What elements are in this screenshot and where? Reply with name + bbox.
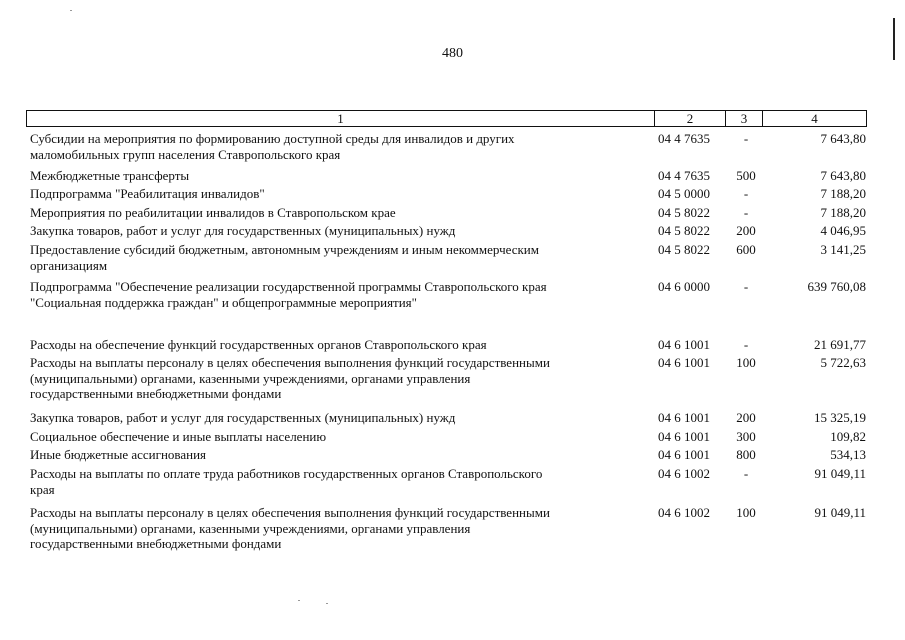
row-expense-type: -	[743, 337, 749, 352]
row-code: 04 6 1001	[658, 355, 710, 370]
row-amount: 7 643,80	[820, 131, 866, 146]
row-amount: 7 643,80	[820, 168, 866, 183]
row-code: 04 4 7635	[658, 131, 710, 146]
table-header	[26, 110, 867, 127]
row-amount: 639 760,08	[807, 279, 866, 294]
row-name: Закупка товаров, работ и услуг для государственных (муниципальных) нужд	[30, 223, 456, 238]
scan-speck	[70, 10, 72, 11]
row-expense-type: -	[743, 131, 749, 146]
scan-edge-mark	[893, 18, 895, 60]
row-code: 04 6 0000	[658, 279, 710, 294]
row-code: 04 5 8022	[658, 205, 710, 220]
row-name: Мероприятия по реабилитации инвалидов в Ставропольском крае	[30, 205, 396, 220]
page-number: 480	[442, 46, 463, 61]
row-expense-type: 100	[736, 505, 756, 520]
row-name: Закупка товаров, работ и услуг для государственных (муниципальных) нужд	[30, 410, 456, 425]
row-name: Подпрограмма "Обеспечение реализации государственной программы Ставропольского края "Социальная поддержка граждан" и общепрограммные мероприятия"	[30, 279, 547, 310]
row-name: Расходы на обеспечение функций государственных органов Ставропольского края	[30, 337, 487, 352]
row-name: Межбюджетные трансферты	[30, 168, 190, 183]
row-amount: 109,82	[830, 429, 866, 444]
row-expense-type: 200	[736, 410, 756, 425]
row-code: 04 6 1001	[658, 337, 710, 352]
row-code: 04 6 1001	[658, 410, 710, 425]
scan-speck	[326, 603, 328, 604]
row-amount: 534,13	[830, 447, 866, 462]
row-name: Расходы на выплаты по оплате труда работников государственных органов Ставропольского края	[30, 466, 543, 497]
header-col-2: 2	[654, 111, 725, 126]
row-name: Социальное обеспечение и иные выплаты населению	[30, 429, 327, 444]
row-expense-type: -	[743, 279, 749, 294]
row-expense-type: 800	[736, 447, 756, 462]
scan-speck	[298, 600, 300, 601]
row-name: Субсидии на мероприятия по формированию доступной среды для инвалидов и других маломобильных групп населения Ставропольского края	[30, 131, 515, 162]
row-amount: 91 049,11	[814, 505, 866, 520]
header-col-4: 4	[762, 111, 866, 126]
row-code: 04 5 0000	[658, 186, 710, 201]
row-amount: 3 141,25	[820, 242, 866, 257]
row-expense-type: 200	[736, 223, 756, 238]
row-expense-type: -	[743, 205, 749, 220]
row-name: Расходы на выплаты персоналу в целях обеспечения выполнения функций государственными (муниципальными) органами, казенными учреждениями, органами управления государственными внебюджетными фондами	[30, 355, 550, 402]
row-code: 04 6 1001	[658, 447, 710, 462]
row-code: 04 6 1002	[658, 466, 710, 481]
row-expense-type: 500	[736, 168, 756, 183]
row-amount: 15 325,19	[814, 410, 866, 425]
row-amount: 21 691,77	[814, 337, 866, 352]
row-amount: 91 049,11	[814, 466, 866, 481]
row-code: 04 5 8022	[658, 223, 710, 238]
row-expense-type: -	[743, 466, 749, 481]
row-amount: 7 188,20	[820, 205, 866, 220]
row-amount: 5 722,63	[820, 355, 866, 370]
row-expense-type: 100	[736, 355, 756, 370]
row-amount: 7 188,20	[820, 186, 866, 201]
row-name: Расходы на выплаты персоналу в целях обеспечения выполнения функций государственными (муниципальными) органами, казенными учреждениями, органами управления государственными внебюджетными фондами	[30, 505, 550, 552]
row-name: Предоставление субсидий бюджетным, автономным учреждениям и иным некоммерческим организациям	[30, 242, 539, 273]
row-code: 04 5 8022	[658, 242, 710, 257]
header-col-1: 1	[337, 111, 344, 126]
row-expense-type: 300	[736, 429, 756, 444]
row-expense-type: -	[743, 186, 749, 201]
row-code: 04 6 1001	[658, 429, 710, 444]
row-expense-type: 600	[736, 242, 756, 257]
row-code: 04 4 7635	[658, 168, 710, 183]
header-col-3: 3	[725, 111, 762, 126]
row-amount: 4 046,95	[820, 223, 866, 238]
row-name: Подпрограмма "Реабилитация инвалидов"	[30, 186, 265, 201]
row-code: 04 6 1002	[658, 505, 710, 520]
row-name: Иные бюджетные ассигнования	[30, 447, 207, 462]
